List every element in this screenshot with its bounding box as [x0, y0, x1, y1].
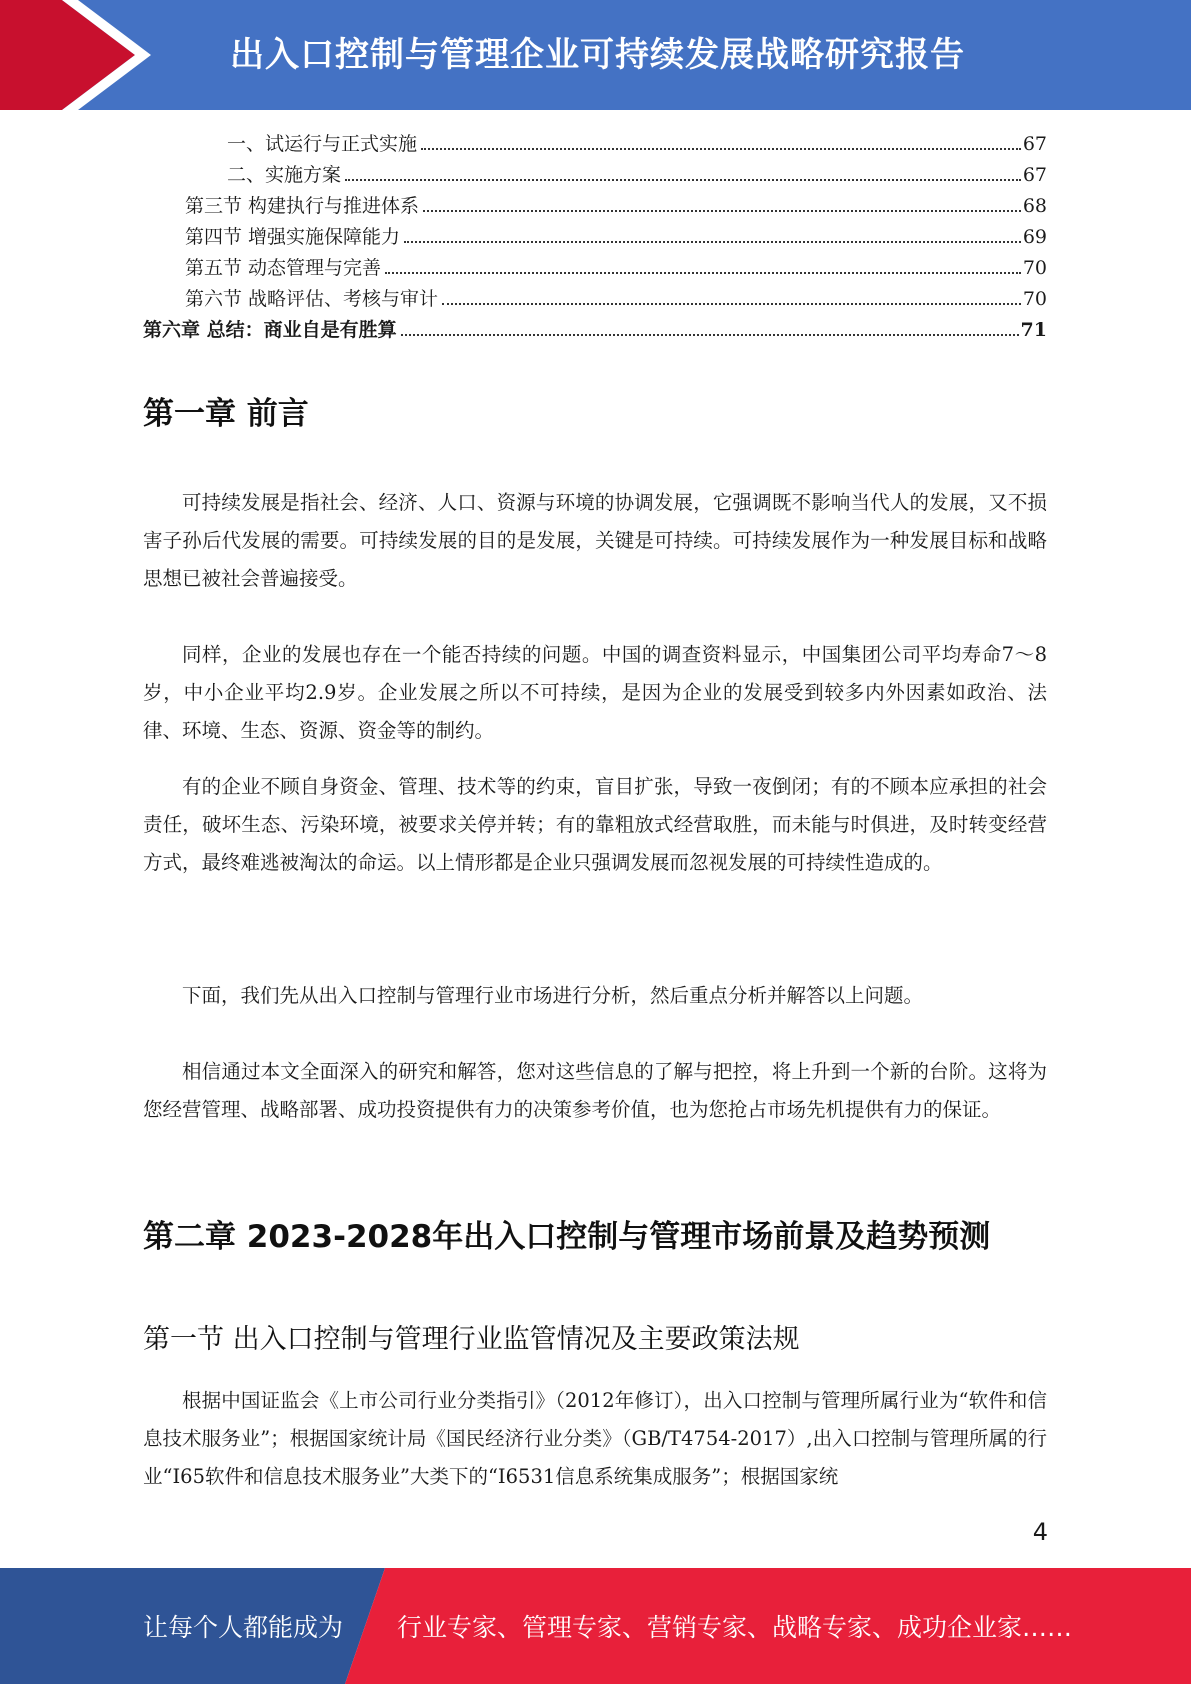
toc-entry[interactable] [143, 253, 1047, 284]
toc-entry-page: 67 [1022, 133, 1047, 155]
body-paragraph: 相信通过本文全面深入的研究和解答，您对这些信息的了解与把控，将上升到一个新的台阶。这将为您经营管理、战略部署、成功投资提供有力的决策参考价值，也为您抢占市场先机提供有力的保证。 [143, 1060, 1047, 1121]
toc-entry-label: 第六章 总结：商业自是有胜算 [143, 319, 397, 341]
toc-entry[interactable] [143, 284, 1047, 315]
chapter-heading: 第二章 2023-2028年出入口控制与管理市场前景及趋势预测 [143, 1219, 991, 1255]
footer-slogan-right: 行业专家、管理专家、营销专家、战略专家、成功企业家…… [397, 1613, 1073, 1642]
toc-entry-page: 69 [1022, 226, 1047, 248]
body-paragraph: 有的企业不顾自身资金、管理、技术等的约束，盲目扩张，导致一夜倒闭；有的不顾本应承担的社会责任，破坏生态、污染环境，被要求关停并转；有的靠粗放式经营取胜，而未能与时俱进，及时转变经营方式，最终难逃被淘汰的命运。以上情形都是企业只强调发展而忽视发展的可持续性造成的。 [143, 775, 1047, 874]
red-chevron-icon [0, 0, 160, 110]
toc-leader-dots [401, 334, 1019, 336]
toc-entry-label: 第四节 增强实施保障能力 [185, 226, 401, 248]
toc-entry-label: 第五节 动态管理与完善 [185, 257, 382, 279]
body-paragraph: 可持续发展是指社会、经济、人口、资源与环境的协调发展，它强调既不影响当代人的发展，又不损害子孙后代发展的需要。可持续发展的目的是发展，关键是可持续。可持续发展作为一种发展目标和战略思想已被社会普遍接受。 [143, 491, 1047, 590]
toc-entry-page: 70 [1022, 257, 1047, 279]
chapter-heading: 第一章 前言 [143, 396, 309, 432]
body-paragraph: 根据中国证监会《上市公司行业分类指引》（2012年修订），出入口控制与管理所属行业为“软件和信息技术服务业”；根据国家统计局《国民经济行业分类》（GB/T4754-2017）,出入口控制与管理所属的行业“I65软件和信息技术服务业”大类下的“I6531信息系统集成服务”；根据国家统 [143, 1389, 1047, 1488]
footer-banner [0, 1568, 1191, 1684]
toc-entry-label: 二、实施方案 [227, 164, 342, 186]
toc-entry-page: 67 [1022, 164, 1047, 186]
toc-entry-page: 71 [1020, 319, 1047, 341]
section-heading: 第一节 出入口控制与管理行业监管情况及主要政策法规 [143, 1324, 800, 1355]
toc-entry-chapter[interactable] [143, 315, 1047, 346]
toc-leader-dots [421, 148, 1021, 150]
toc-entry-page: 68 [1022, 195, 1047, 217]
page-number: 4 [1032, 1518, 1048, 1546]
toc-leader-dots [404, 241, 1021, 243]
toc-entry[interactable] [143, 129, 1047, 160]
toc-leader-dots [385, 272, 1021, 274]
report-header-band [0, 0, 1191, 110]
body-paragraph: 同样，企业的发展也存在一个能否持续的问题。中国的调查资料显示，中国集团公司平均寿命7～8岁，中小企业平均2.9岁。企业发展之所以不可持续，是因为企业的发展受到较多内外因素如政治、法律、环境、生态、资源、资金等的制约。 [143, 643, 1047, 742]
toc-leader-dots [442, 303, 1021, 305]
toc-leader-dots [423, 210, 1021, 212]
toc-entry[interactable] [143, 191, 1047, 222]
toc-entry-label: 一、试运行与正式实施 [227, 133, 418, 155]
toc-entry-label: 第六节 战略评估、考核与审计 [185, 288, 439, 310]
footer-slogan-left: 让每个人都能成为 [143, 1613, 344, 1642]
toc-entry[interactable] [143, 160, 1047, 191]
body-paragraph: 下面，我们先从出入口控制与管理行业市场进行分析，然后重点分析并解答以上问题。 [182, 984, 924, 1007]
toc-entry[interactable] [143, 222, 1047, 253]
toc-leader-dots [345, 179, 1021, 181]
report-title: 出入口控制与管理企业可持续发展战略研究报告 [230, 35, 965, 75]
table-of-contents [143, 129, 1047, 346]
toc-entry-page: 70 [1022, 288, 1047, 310]
toc-entry-label: 第三节 构建执行与推进体系 [185, 195, 420, 217]
